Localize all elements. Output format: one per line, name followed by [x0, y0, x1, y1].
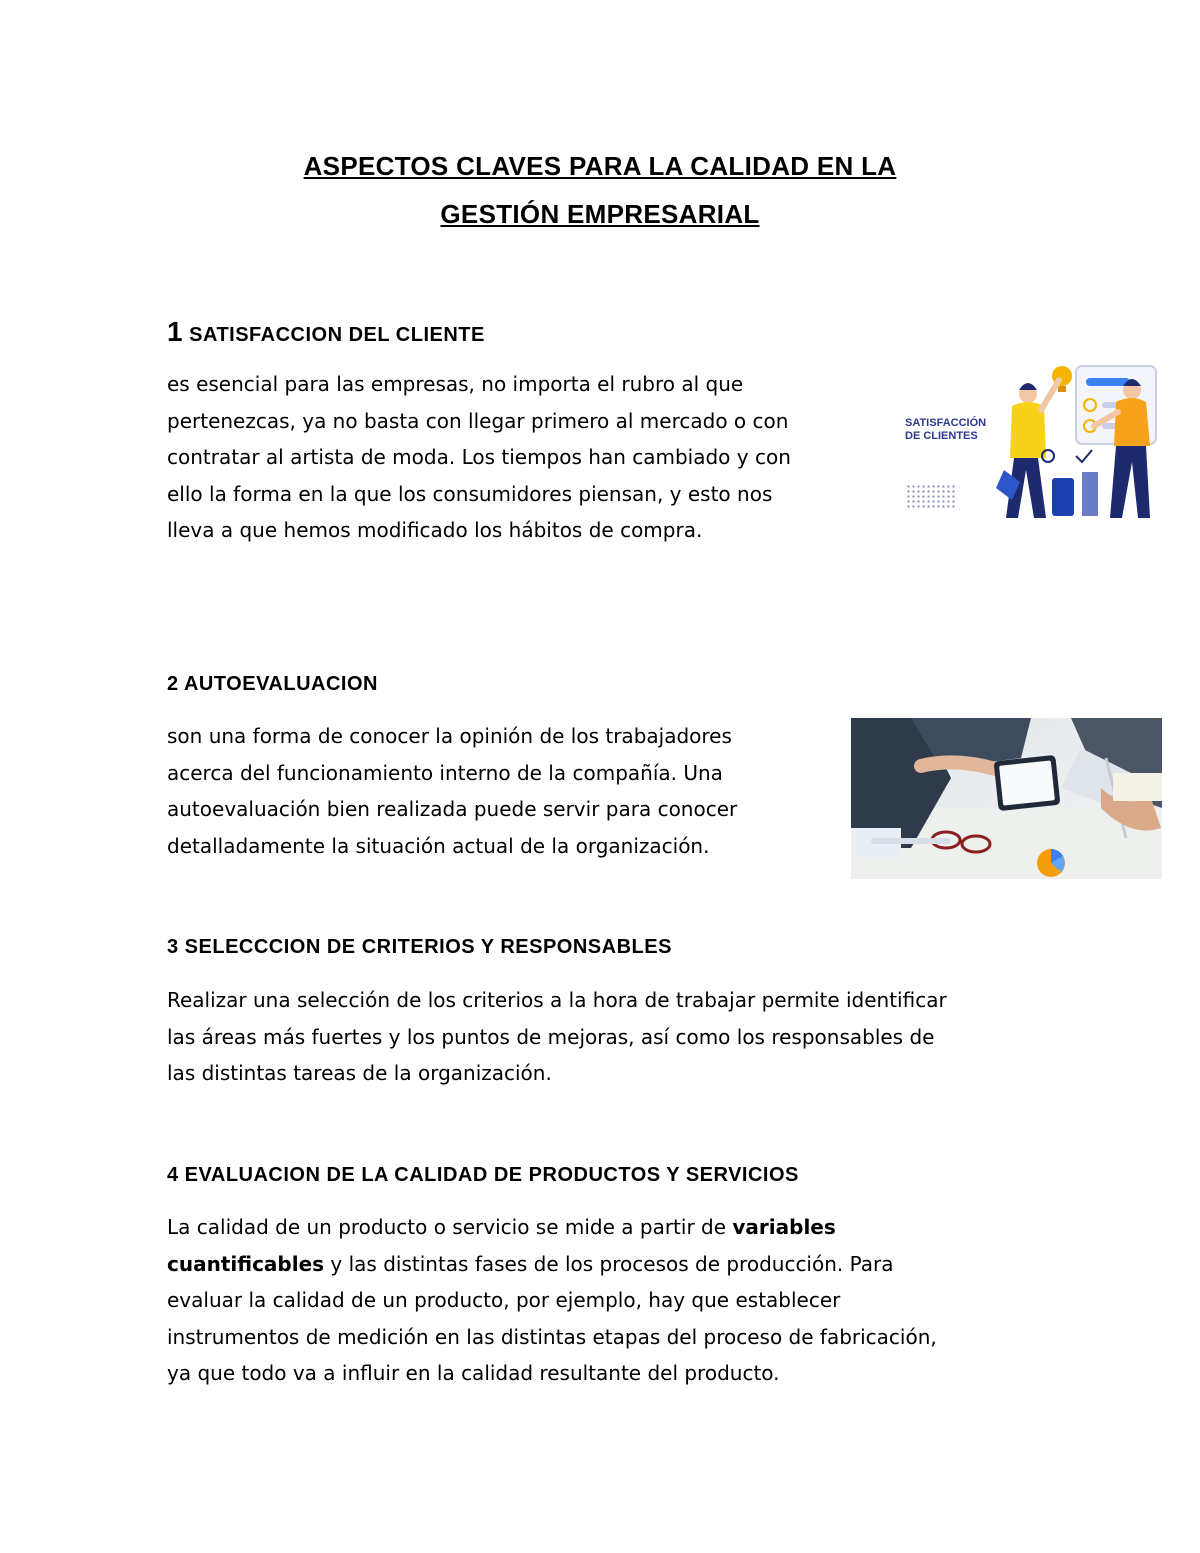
body-line: detalladamente la situación actual de la organización. — [167, 833, 710, 858]
section-3-heading: 3 SELECCCION DE CRITERIOS Y RESPONSABLES — [167, 936, 672, 958]
section-3-body — [167, 982, 1032, 1092]
body-line: las áreas más fuertes y los puntos de mejoras, así como los responsables de — [167, 1024, 935, 1049]
bold-term: cuantificables — [167, 1251, 325, 1276]
body-line: las distintas tareas de la organización. — [167, 1061, 552, 1085]
section-2-body — [167, 718, 833, 864]
body-line: instrumentos de medición en las distintas etapas del proceso de fabricación, — [167, 1324, 937, 1349]
body-line: ya que todo va a influir en la calidad resultante del producto. — [167, 1361, 780, 1385]
bold-term: variables — [732, 1215, 836, 1239]
section-2-heading: 2 AUTOEVALUACION — [167, 673, 378, 695]
body-line: acerca del funcionamiento interno de la compañía. Una — [167, 760, 723, 785]
people-checklist-graphic — [900, 360, 1162, 528]
business-meeting-graphic — [851, 718, 1162, 879]
section-1-heading — [167, 316, 485, 348]
body-line: cuantificables y las distintas fases de los procesos de producción. Para — [167, 1251, 894, 1276]
document-title — [150, 142, 1050, 238]
body-line: contratar al artista de moda. Los tiempos han cambiado y con — [167, 445, 791, 469]
body-line: lleva a que hemos modificado los hábitos de compra. — [167, 518, 703, 542]
body-line: evaluar la calidad de un producto, por ejemplo, hay que establecer — [167, 1288, 841, 1312]
section-4-heading: 4 EVALUACION DE LA CALIDAD DE PRODUCTOS Y SERVICIOS — [167, 1164, 799, 1186]
body-line: Realizar una selección de los criterios a la hora de trabajar permite identificar — [167, 988, 947, 1012]
section-1-body — [167, 366, 873, 549]
body-line: son una forma de conocer la opinión de los trabajadores — [167, 724, 732, 748]
illustration-caption: SATISFACCIÓN DE CLIENTES — [905, 417, 987, 442]
title-line-1: ASPECTOS CLAVES PARA LA CALIDAD EN LA — [303, 151, 897, 181]
body-line: La calidad de un producto o servicio se mide a partir de variables — [167, 1215, 836, 1239]
customer-satisfaction-illustration — [900, 360, 1162, 528]
meeting-photo — [851, 718, 1162, 879]
title-line-2: GESTIÓN EMPRESARIAL — [440, 199, 760, 229]
section-1-title: SATISFACCION DEL CLIENTE — [189, 324, 485, 346]
section-4-body — [167, 1209, 1032, 1392]
body-line: ello la forma en la que los consumidores piensan, y esto nos — [167, 481, 773, 506]
body-line: pertenezcas, ya no basta con llegar primero al mercado o con — [167, 408, 789, 433]
body-line: es esencial para las empresas, no importa el rubro al que — [167, 372, 744, 396]
section-1-number: 1 — [167, 316, 184, 347]
body-line: autoevaluación bien realizada puede servir para conocer — [167, 797, 738, 821]
